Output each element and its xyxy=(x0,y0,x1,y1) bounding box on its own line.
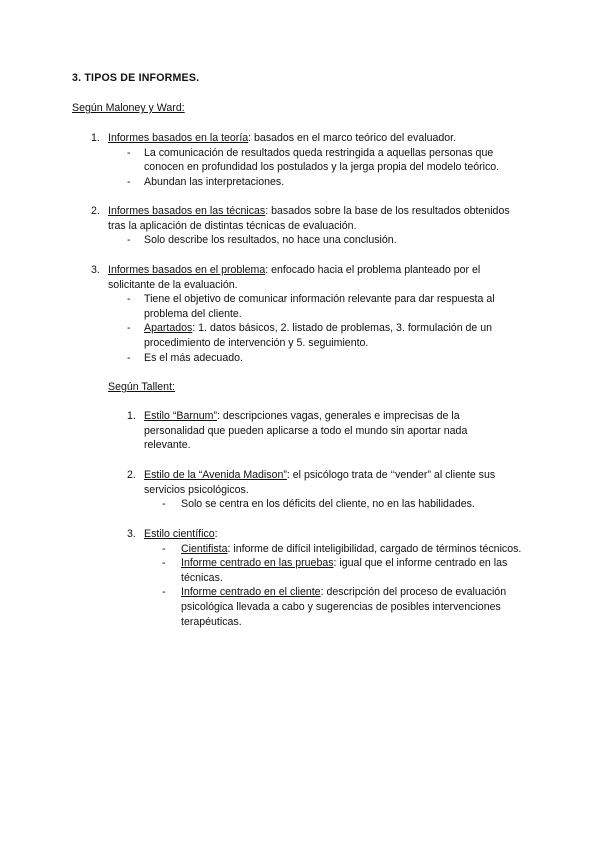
sub-item-text: : descripción del proceso de evaluación psicológica llevada a cabo y sugerencias de posibles intervenciones terapéuticas. xyxy=(181,586,507,628)
subheading-tallent: Según Tallent: xyxy=(108,381,175,393)
item-number: 3. xyxy=(127,528,136,540)
sub-item-label: Informe centrado en las pruebas xyxy=(181,557,334,570)
list-item-barnum xyxy=(127,409,511,453)
item-label: Estilo de la “Avenida Madison” xyxy=(144,469,287,481)
dash-bullet: - xyxy=(127,234,131,247)
item-text: : basados en el marco teórico del evaluador. xyxy=(248,132,457,144)
item-text: : descripciones vagas, generales e imprecisas de la personalidad que pueden aplicarse a todo el mundo sin aportar nada relevante. xyxy=(144,410,468,452)
list-item-tecnicas xyxy=(91,204,521,248)
item-number: 1. xyxy=(91,132,100,144)
item-number: 2. xyxy=(91,205,100,217)
dash-bullet: - xyxy=(162,542,166,555)
bullet-item xyxy=(127,175,531,190)
item-number: 2. xyxy=(127,469,136,481)
dash-bullet: - xyxy=(127,322,131,335)
list-item-teoria xyxy=(91,131,531,189)
bullet-item xyxy=(127,146,519,175)
bullet-text: : 1. datos básicos, 2. listado de problemas, 3. formulación de un procedimiento de intervención y 5. seguimiento. xyxy=(144,322,493,349)
bullet-text: Tiene el objetivo de comunicar información relevante para dar respuesta al problema del cliente. xyxy=(144,293,495,320)
bullet-item xyxy=(127,292,521,321)
list-item-cientifico xyxy=(127,527,527,629)
item-text: : xyxy=(214,528,218,540)
sub-item-pruebas xyxy=(162,556,527,585)
list-item-madison xyxy=(127,468,527,512)
dash-bullet: - xyxy=(127,293,131,306)
sub-item-label: Cientifista xyxy=(181,542,228,555)
bullet-text: Abundan las interpretaciones. xyxy=(144,175,285,188)
item-label: Estilo científico xyxy=(144,528,215,540)
sub-item-cliente xyxy=(162,585,527,629)
bullet-item xyxy=(127,351,521,366)
item-number: 3. xyxy=(91,264,100,276)
item-label: Informes basados en la teoría xyxy=(108,132,249,144)
list-item-problema xyxy=(91,263,521,365)
bullet-item-apartados xyxy=(127,321,521,350)
sub-item-cientifista xyxy=(162,542,527,557)
item-number: 1. xyxy=(127,410,136,422)
sub-item-text: : igual que el informe centrado en las técnicas. xyxy=(181,557,508,584)
item-text: : enfocado hacia el problema planteado por el solicitante de la evaluación. xyxy=(108,264,481,291)
dash-bullet: - xyxy=(162,498,166,511)
bullet-text: Es el más adecuado. xyxy=(144,351,243,364)
bullet-text: La comunicación de resultados queda restringida a aquellas personas que conocen en profundidad los postulados y la jerga propia del modelo teórico. xyxy=(144,146,500,174)
dash-bullet: - xyxy=(162,557,166,570)
item-label: Estilo “Barnum” xyxy=(144,410,217,422)
sub-item-text: : informe de difícil inteligibilidad, cargado de términos técnicos. xyxy=(227,542,522,555)
item-label: Informes basados en el problema xyxy=(108,264,266,276)
subheading-maloney-ward: Según Maloney y Ward: xyxy=(72,102,185,114)
item-text: : basados sobre la base de los resultados obtenidos tras la aplicación de distintas técnicas de evaluación. xyxy=(108,205,510,232)
bullet-label: Apartados xyxy=(144,322,193,335)
bullet-item xyxy=(162,497,527,512)
bullet-item xyxy=(127,233,521,248)
bullet-text: Solo se centra en los déficits del cliente, no en las habilidades. xyxy=(181,498,475,511)
section-title: 3. TIPOS DE INFORMES. xyxy=(72,72,200,84)
item-text: : el psicólogo trata de ‘‘vender” al cliente sus servicios psicológicos. xyxy=(144,469,496,496)
item-label: Informes basados en las técnicas xyxy=(108,205,266,217)
dash-bullet: - xyxy=(127,351,131,364)
dash-bullet: - xyxy=(162,586,166,599)
dash-bullet: - xyxy=(127,175,131,188)
dash-bullet: - xyxy=(127,146,131,159)
bullet-text: Solo describe los resultados, no hace una conclusión. xyxy=(144,234,397,247)
sub-item-label: Informe centrado en el cliente xyxy=(181,586,321,599)
